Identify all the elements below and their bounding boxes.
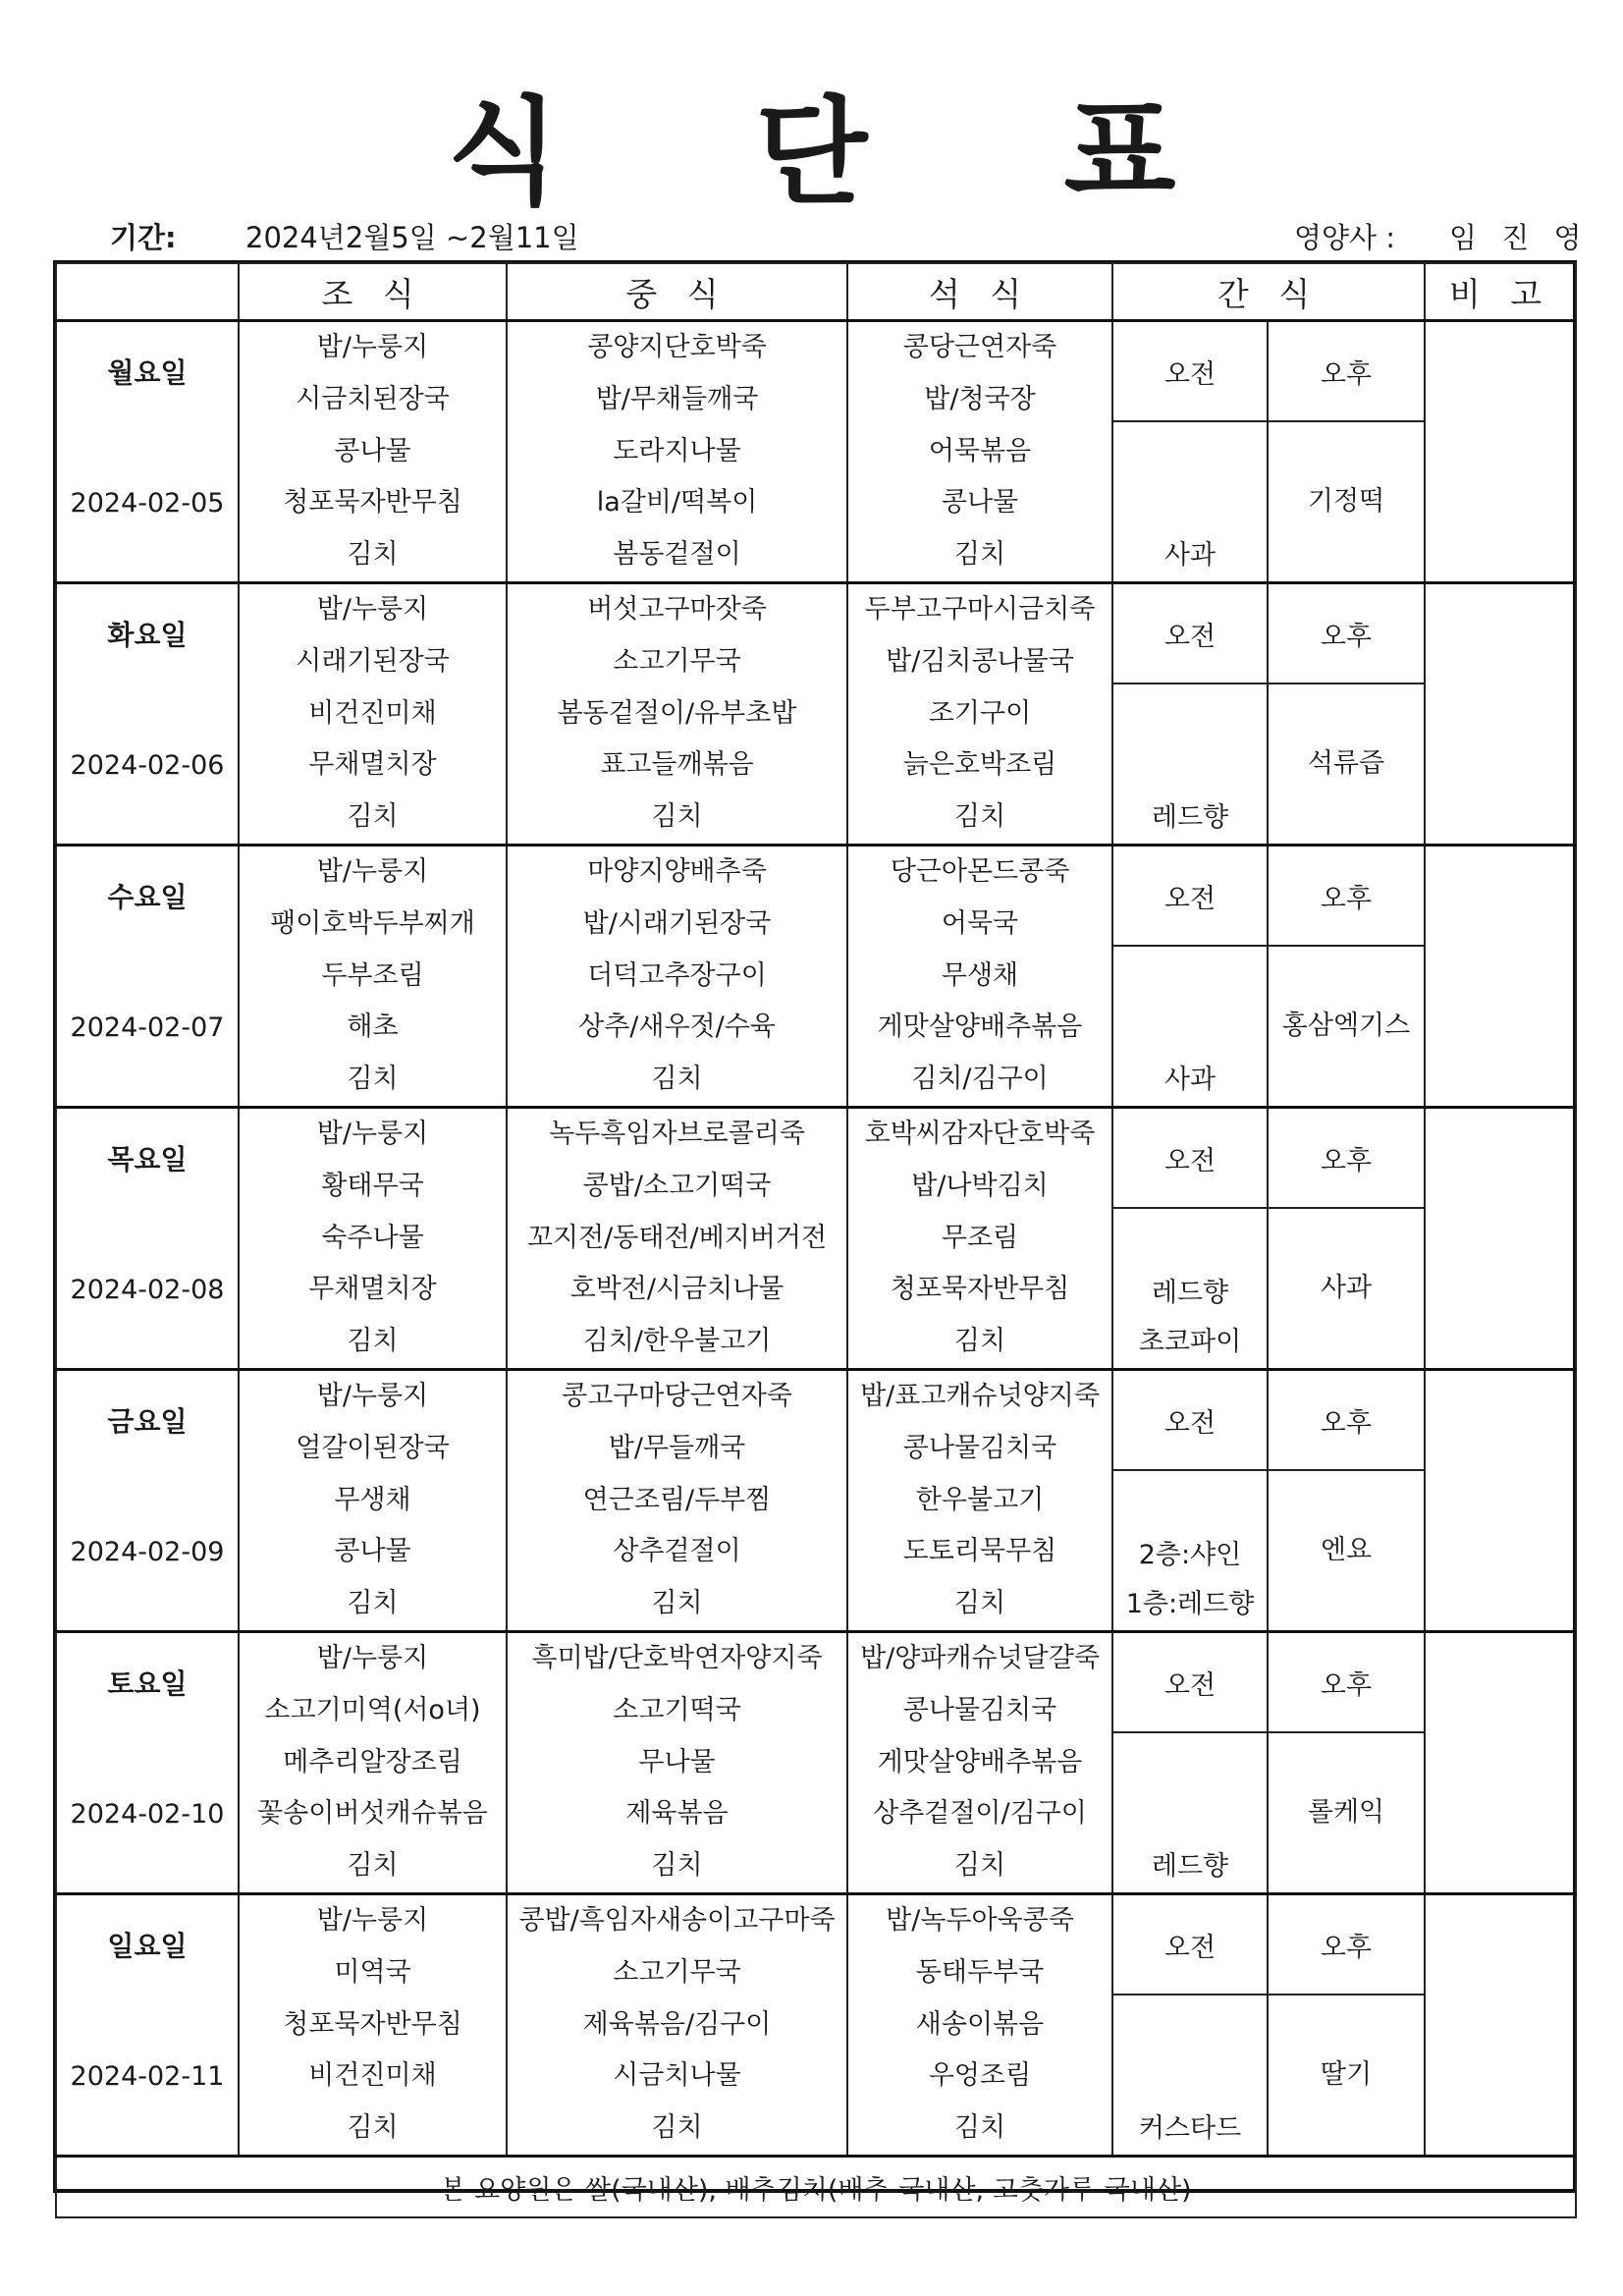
snack-am-items [1113,1472,1267,1629]
menu-item: 봄동겉절이 [613,539,741,571]
lunch-cell [507,1894,847,2157]
footer-note: 본 요양원은 쌀(국내산), 배추김치(배추-국내산, 고춧가루-국내산) [56,2157,1576,2218]
snack-am-label: 오전 [1112,1108,1268,1209]
menu-item: 꼬지전/동태전/베지버거전 [526,1222,828,1253]
breakfast-items [240,1895,506,2155]
note-cell [1425,1632,1576,1894]
period-value: 2024년2월5일 ~2월11일 [245,221,579,254]
snack-item: 초코파이 [1138,1327,1242,1357]
snack-item: 석류즙 [1307,748,1385,779]
lunch-items [508,584,846,844]
snack-pm-cell [1268,1470,1425,1632]
day-name: 금요일 [107,1405,188,1438]
dinner-items [848,1895,1111,2155]
snack-pm-label: 오후 [1268,846,1425,947]
dinner-cell [847,1894,1112,2157]
breakfast-items [240,1633,506,1892]
menu-item: 김치 [953,2112,1006,2144]
menu-item: 제육볶음 [625,1798,729,1830]
menu-item: 청포묵자반무침 [283,487,462,519]
menu-item: 콩밥/흑임자새송이고구마죽 [518,1905,836,1936]
snack-am-label: 오전 [1112,1894,1268,1995]
breakfast-cell [239,1894,507,2157]
menu-item: 녹두흑임자브로콜리죽 [549,1119,805,1149]
snack-item: 2층:샤인 [1138,1540,1242,1570]
day-row [56,1108,1576,1209]
menu-item: 소고기무국 [613,1956,741,1988]
menu-item: 김치 [953,1588,1006,1619]
menu-item: 청포묵자반무침 [890,1274,1070,1305]
menu-item: 늙은호박조림 [902,749,1057,781]
dinner-cell [847,1632,1112,1894]
menu-item: 김치/김구이 [911,1064,1049,1095]
menu-item: 콩나물김치국 [902,1694,1057,1725]
snack-item: 기정떡 [1307,486,1385,517]
menu-item: 밥/표고캐슈넛양지죽 [860,1381,1100,1411]
breakfast-items [240,584,506,844]
snack-pm-items [1269,1996,1424,2154]
snack-am-items [1113,1734,1267,1891]
menu-item: 소고기미역(서o녀) [264,1694,481,1725]
snack-am-cell [1112,946,1268,1108]
menu-item: 소고기떡국 [613,1694,741,1725]
menu-item: 콩당근연자죽 [902,332,1057,362]
dinner-items [848,1109,1111,1368]
menu-item: 숙주나물 [321,1222,424,1253]
snack-am-items [1113,1996,1267,2154]
note-cell [1425,846,1576,1108]
snack-am-items [1113,1210,1267,1367]
snack-am-items [1113,685,1267,843]
snack-am-cell [1112,1208,1268,1370]
menu-item: 호박전/시금치나물 [569,1274,784,1305]
menu-item: 김치 [347,2112,399,2144]
snack-am-label: 오전 [1112,846,1268,947]
day-name: 일요일 [107,1930,188,1962]
day-name: 화요일 [107,619,188,651]
menu-item: 김치 [953,1850,1006,1882]
lunch-items [508,1895,846,2155]
snack-am-label: 오전 [1112,583,1268,684]
menu-item: 미역국 [334,1956,411,1988]
menu-item: 밥/누룽지 [316,856,429,887]
breakfast-items [240,847,506,1106]
day-row [56,583,1576,684]
menu-item: 시금치나물 [613,2060,741,2092]
menu-item: 김치 [651,1588,703,1619]
snack-am-items [1113,423,1267,580]
lunch-cell [507,1370,847,1632]
snack-item: 1층:레드향 [1125,1589,1255,1619]
header-note: 비 고 [1425,263,1576,321]
menu-table [55,262,1577,2218]
menu-item: 김치 [953,801,1006,833]
day-cell [56,1894,239,2157]
header-row [56,263,1576,321]
dinner-items [848,322,1111,581]
menu-item: 밥/양파캐슈넛달걀죽 [860,1643,1100,1673]
snack-pm-items [1269,1472,1424,1629]
snack-pm-label: 오후 [1268,583,1425,684]
note-cell [1425,583,1576,846]
snack-item: 홍삼엑기스 [1281,1011,1411,1041]
day-cell [56,846,239,1108]
dinner-cell [847,846,1112,1108]
menu-item: 호박씨감자단호박죽 [864,1119,1096,1149]
snack-pm-cell [1268,946,1425,1108]
snack-am-label: 오전 [1112,321,1268,422]
menu-item: 마양지양배추죽 [587,856,767,887]
menu-item: 밥/누룽지 [316,1119,429,1149]
header-snack: 간 식 [1112,263,1425,321]
menu-item: 밥/누룽지 [316,1643,429,1673]
menu-item: 상추겉절이 [613,1536,741,1567]
dinner-cell [847,1370,1112,1632]
page-title [0,59,1623,220]
menu-item: 콩나물 [334,1536,411,1567]
lunch-cell [507,1632,847,1894]
day-date: 2024-02-09 [70,1537,225,1567]
dinner-items [848,847,1111,1106]
menu-item: 무나물 [638,1746,716,1777]
snack-pm-label: 오후 [1268,1632,1425,1733]
menu-item: 김치 [651,801,703,833]
menu-item: 콩밥/소고기떡국 [582,1170,772,1201]
snack-pm-items [1269,423,1424,580]
menu-item: 콩양지단호박죽 [587,332,767,362]
menu-item: 꽃송이버섯캐슈볶음 [257,1798,488,1830]
menu-item: 밥/누룽지 [316,1381,429,1411]
snack-pm-label: 오후 [1268,1370,1425,1471]
lunch-items [508,322,846,581]
menu-item: 동태두부국 [915,1956,1045,1988]
day-row [56,1894,1576,1995]
menu-item: 제육볶음/김구이 [582,2008,772,2040]
title-char-1: 식 [447,84,560,220]
menu-item: 콩고구마당근연자죽 [562,1381,792,1411]
snack-pm-label: 오후 [1268,321,1425,422]
day-row [56,1632,1576,1733]
menu-item: 버섯고구마잣죽 [587,594,767,625]
menu-item: 김치 [347,801,399,833]
menu-item: 상추겉절이/김구이 [873,1798,1087,1830]
header-blank [56,263,239,321]
dinner-items [848,1633,1111,1892]
dietitian-label: 영양사 : [1294,221,1396,254]
snack-item: 딸기 [1320,2059,1373,2090]
lunch-items [508,1633,846,1892]
snack-pm-items [1269,1210,1424,1367]
breakfast-cell [239,1108,507,1370]
snack-pm-cell [1268,1995,1425,2157]
header-dinner: 석 식 [847,263,1112,321]
menu-item: 두부조림 [321,959,424,991]
menu-item: 무조림 [941,1222,1019,1253]
snack-am-cell [1112,1732,1268,1894]
snack-am-items [1113,948,1267,1105]
snack-pm-label: 오후 [1268,1108,1425,1209]
menu-item: 밥/누룽지 [316,332,429,362]
day-name: 월요일 [107,356,188,389]
snack-pm-items [1269,685,1424,843]
snack-am-cell [1112,1995,1268,2157]
snack-pm-label: 오후 [1268,1894,1425,1995]
menu-item: 표고들깨볶음 [600,749,754,781]
menu-item: 김치 [953,539,1006,571]
snack-item: 사과 [1163,1065,1217,1095]
lunch-cell [507,1108,847,1370]
snack-item: 레드향 [1151,802,1229,833]
menu-item: 얼갈이된장국 [296,1432,450,1463]
day-cell [56,1108,239,1370]
menu-item: 도토리묵무침 [902,1536,1057,1567]
header-lunch: 중 식 [507,263,847,321]
snack-am-cell [1112,1470,1268,1632]
menu-item: 밥/김치콩나물국 [886,645,1074,677]
day-cell [56,321,239,583]
menu-item: 밥/나박김치 [911,1170,1049,1201]
day-row [56,1370,1576,1471]
breakfast-cell [239,321,507,583]
snack-am-cell [1112,421,1268,583]
menu-item: 김치/한우불고기 [582,1326,772,1357]
footer-row [56,2157,1576,2218]
menu-item: 조기구이 [928,697,1032,729]
dinner-cell [847,321,1112,583]
menu-item: 밥/누룽지 [316,594,429,625]
snack-pm-cell [1268,683,1425,846]
breakfast-cell [239,1632,507,1894]
menu-item: 밥/청국장 [924,383,1036,414]
period-label: 기간: [110,221,177,254]
breakfast-items [240,1109,506,1368]
lunch-items [508,1371,846,1630]
menu-item: 밥/누룽지 [316,1905,429,1936]
lunch-cell [507,321,847,583]
note-cell [1425,321,1576,583]
day-date: 2024-02-07 [70,1012,225,1043]
menu-item: 시래기된장국 [296,645,450,677]
menu-item: 새송이볶음 [915,2008,1045,2040]
snack-pm-cell [1268,421,1425,583]
menu-item: 상추/새우젓/수육 [578,1011,776,1043]
note-cell [1425,1108,1576,1370]
menu-item: 김치 [347,1850,399,1882]
menu-item: 우엉조림 [928,2060,1032,2092]
breakfast-items [240,1371,506,1630]
snack-pm-items [1269,948,1424,1105]
menu-item: 밥/녹두아욱콩죽 [886,1905,1074,1936]
day-date: 2024-02-06 [70,750,225,781]
day-name: 토요일 [107,1667,188,1700]
menu-item: 당근아몬드콩죽 [890,856,1070,887]
menu-item: 밥/시래기된장국 [582,907,772,939]
day-row [56,846,1576,947]
day-name: 목요일 [107,1143,188,1175]
menu-item: 게맛살양배추볶음 [877,1011,1083,1043]
note-cell [1425,1894,1576,2157]
menu-item: 비건진미채 [308,2060,437,2092]
breakfast-cell [239,583,507,846]
dietitian-name: 임 진 영 [1449,221,1590,254]
menu-item: 두부고구마시금치죽 [864,594,1096,625]
snack-item: 레드향 [1151,1278,1229,1308]
snack-pm-cell [1268,1732,1425,1894]
dinner-cell [847,1108,1112,1370]
breakfast-cell [239,1370,507,1632]
snack-item: 사과 [1163,540,1217,571]
menu-item: 어묵국 [941,907,1019,939]
menu-item: 시금치된장국 [296,383,450,414]
menu-item: 더덕고추장구이 [587,959,767,991]
menu-item: 한우불고기 [915,1484,1045,1515]
menu-item: 메추리알장조림 [283,1746,462,1777]
dinner-items [848,584,1111,844]
menu-item: 비건진미채 [308,697,437,729]
day-name: 수요일 [107,881,188,913]
menu-item: 봄동겉절이/유부초밥 [557,697,797,729]
day-date: 2024-02-05 [70,488,225,519]
menu-item: 게맛살양배추볶음 [877,1746,1083,1777]
menu-item: 청포묵자반무침 [283,2008,462,2040]
dinner-items [848,1371,1111,1630]
menu-item: 소고기무국 [613,645,741,677]
snack-item: 커스타드 [1138,2113,1242,2144]
title-char-3: 표 [1063,84,1176,220]
snack-item: 레드향 [1151,1851,1229,1882]
day-row [56,321,1576,422]
day-date: 2024-02-11 [70,2061,225,2092]
menu-item: 김치 [651,1850,703,1882]
menu-item: 김치 [347,539,399,571]
menu-item: 김치 [347,1326,399,1357]
day-date: 2024-02-10 [70,1799,225,1830]
menu-item: 무채멸치장 [308,749,437,781]
snack-item: 엔요 [1320,1535,1373,1565]
lunch-items [508,1109,846,1368]
menu-item: 김치 [347,1064,399,1095]
menu-item: la갈비/떡복이 [596,487,758,519]
menu-item: 해초 [347,1011,399,1043]
snack-item: 사과 [1320,1273,1373,1303]
menu-item: 콩나물 [941,487,1019,519]
menu-item: 밥/무채들깨국 [595,383,759,414]
breakfast-cell [239,846,507,1108]
menu-item: 김치 [651,2112,703,2144]
menu-item: 무채멸치장 [308,1274,437,1305]
menu-item: 어묵볶음 [928,435,1032,466]
day-cell [56,1632,239,1894]
snack-pm-items [1269,1734,1424,1891]
menu-item: 황태무국 [321,1170,424,1201]
dinner-cell [847,583,1112,846]
day-cell [56,583,239,846]
menu-item: 도라지나물 [613,435,741,466]
lunch-items [508,847,846,1106]
title-char-2: 단 [755,84,868,220]
menu-item: 무생채 [334,1484,411,1515]
day-cell [56,1370,239,1632]
menu-item: 밥/무들깨국 [608,1432,746,1463]
note-cell [1425,1370,1576,1632]
menu-item: 무생채 [941,959,1019,991]
snack-pm-cell [1268,1208,1425,1370]
menu-item: 콩나물김치국 [902,1432,1057,1463]
snack-am-cell [1112,683,1268,846]
lunch-cell [507,846,847,1108]
day-date: 2024-02-08 [70,1275,225,1305]
menu-item: 팽이호박두부찌개 [270,907,475,939]
lunch-cell [507,583,847,846]
snack-am-label: 오전 [1112,1632,1268,1733]
menu-item: 김치 [347,1588,399,1619]
menu-item: 연근조림/두부찜 [582,1484,772,1515]
snack-am-label: 오전 [1112,1370,1268,1471]
menu-item: 김치 [651,1064,703,1095]
breakfast-items [240,322,506,581]
header-breakfast: 조 식 [239,263,507,321]
snack-item: 롤케익 [1307,1797,1385,1828]
menu-item: 흑미밥/단호박연자양지죽 [531,1643,823,1673]
menu-item: 콩나물 [334,435,411,466]
menu-item: 김치 [953,1326,1006,1357]
